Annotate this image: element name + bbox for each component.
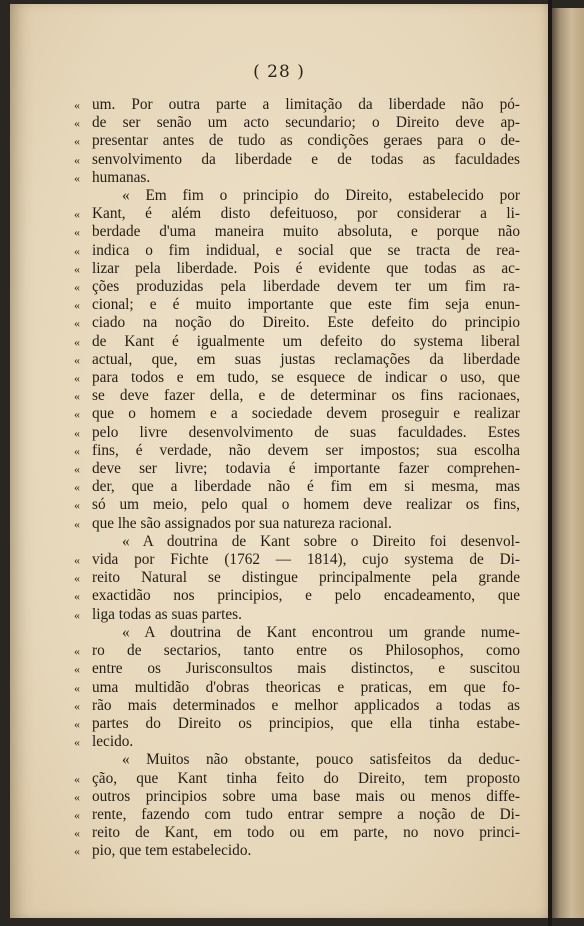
line-text: deve ser livre; todavia é importante fazer comprehen- bbox=[92, 460, 520, 478]
line-text: rente, fazendo com tudo entrar sempre a noção de Di- bbox=[92, 805, 520, 823]
text-line bbox=[74, 478, 520, 496]
quote-mark: « bbox=[74, 389, 80, 404]
line-text: liga todas as suas partes. bbox=[92, 605, 242, 623]
text-line bbox=[74, 369, 520, 387]
quote-mark: « bbox=[74, 698, 80, 713]
text-line bbox=[74, 332, 520, 351]
quote-mark: « bbox=[74, 352, 80, 367]
quote-mark: « bbox=[74, 662, 80, 677]
line-text: se deve fazer della, e de determinar os fins racionaes, bbox=[92, 387, 520, 405]
text-line bbox=[74, 805, 520, 824]
quote-mark: « bbox=[74, 425, 80, 440]
quote-mark: « bbox=[74, 589, 80, 604]
text-line bbox=[74, 423, 520, 442]
body-text bbox=[74, 96, 520, 861]
quote-mark: « bbox=[74, 371, 80, 386]
text-line bbox=[74, 405, 520, 423]
text-line bbox=[74, 460, 520, 478]
line-text: lecido. bbox=[92, 733, 134, 751]
line-text: pio, que tem estabelecido. bbox=[92, 842, 252, 860]
line-text: uma multidão d'obras theoricas e praticas, em que fo- bbox=[92, 678, 520, 696]
quote-mark: « bbox=[74, 170, 80, 185]
text-line bbox=[74, 441, 520, 460]
text-line bbox=[74, 150, 520, 169]
line-text: « Muitos não obstante, pouco satisfeitos da deduc- bbox=[122, 751, 520, 769]
text-line bbox=[74, 842, 520, 860]
line-text: exactidão nos principios, e pelo encadeamento, que bbox=[92, 587, 520, 605]
text-line bbox=[74, 223, 520, 241]
line-text: lizar pela liberdade. Pois é evidente que todas as ac- bbox=[92, 259, 520, 277]
line-text: der, que a liberdade não é fim em si mesma, mas bbox=[92, 478, 520, 496]
line-text: ção, que Kant tinha feito do Direito, tem proposto bbox=[92, 769, 520, 787]
quote-mark: « bbox=[74, 116, 80, 131]
line-text: « A doutrina de Kant encontrou um grande nume- bbox=[122, 623, 520, 641]
text-line bbox=[92, 533, 520, 551]
text-line bbox=[74, 733, 520, 751]
line-text: um. Por outra parte a limitação da liberdade não pó- bbox=[92, 96, 520, 113]
text-line bbox=[74, 496, 520, 514]
text-line bbox=[74, 114, 520, 132]
line-text: « A doutrina de Kant sobre o Direito foi desenvol- bbox=[122, 532, 520, 550]
quote-mark: « bbox=[74, 553, 80, 568]
quote-mark: « bbox=[74, 480, 80, 495]
text-line bbox=[74, 205, 520, 223]
line-text: entre os Jurisconsultos mais distinctos, e suscitou bbox=[92, 660, 520, 678]
line-text: pelo livre desenvolvimento de suas faculdades. Estes bbox=[92, 423, 520, 441]
line-text: indica o fim indidual, e social que se tracta de rea- bbox=[92, 241, 520, 259]
page-number: ( 28 ) bbox=[253, 62, 305, 82]
quote-mark: « bbox=[74, 771, 80, 786]
line-text: reito de Kant, em todo ou em parte, no novo princi- bbox=[92, 824, 520, 842]
quote-mark: « bbox=[74, 462, 80, 477]
quote-mark: « bbox=[74, 680, 80, 695]
text-line bbox=[74, 132, 520, 150]
text-line bbox=[92, 187, 520, 205]
line-text: ro de sectarios, tanto entre os Philosophos, como bbox=[92, 642, 520, 660]
line-text: ções produzidas pela liberdade devem ter um fim ra- bbox=[92, 278, 520, 296]
text-line bbox=[74, 278, 520, 296]
line-text: partes do Direito os principios, que ella tinha estabe- bbox=[92, 714, 520, 732]
quote-mark: « bbox=[74, 644, 80, 659]
quote-mark: « bbox=[74, 826, 80, 841]
quote-mark: « bbox=[74, 516, 80, 531]
line-text: que lhe são assignados por sua natureza racional. bbox=[92, 514, 392, 532]
text-line bbox=[74, 168, 520, 187]
quote-mark: « bbox=[74, 807, 80, 822]
quote-mark: « bbox=[74, 607, 80, 622]
quote-mark: « bbox=[74, 134, 80, 149]
line-text: fins, é verdade, não devem ser impostos; sua escolha bbox=[92, 441, 520, 459]
line-text: de Kant é igualmente um defeito do systema liberal bbox=[92, 332, 520, 350]
text-line bbox=[74, 660, 520, 678]
quote-mark: « bbox=[74, 443, 80, 458]
line-text: só um meio, pelo qual o homem deve realizar os fins, bbox=[92, 496, 520, 514]
quote-mark: « bbox=[74, 334, 80, 349]
quote-mark: « bbox=[74, 571, 80, 586]
text-line bbox=[74, 241, 520, 260]
text-line bbox=[74, 569, 520, 587]
line-text: berdade d'uma maneira muito absoluta, e porque não bbox=[92, 223, 520, 241]
text-line bbox=[74, 514, 520, 533]
line-text: « Em fim o principio do Direito, estabelecido por bbox=[122, 187, 520, 205]
text-line bbox=[74, 551, 520, 569]
text-line bbox=[74, 350, 520, 369]
line-text: reito Natural se distingue principalmente pela grande bbox=[92, 569, 520, 587]
quote-mark: « bbox=[74, 735, 80, 750]
quote-mark: « bbox=[74, 716, 80, 731]
quote-mark: « bbox=[74, 207, 80, 222]
line-text: de ser senão um acto secundario; o Direito deve ap- bbox=[92, 114, 520, 132]
line-text: Kant, é além disto defeituoso, por considerar a li- bbox=[92, 205, 520, 223]
line-text: humanas. bbox=[92, 168, 151, 186]
text-line bbox=[74, 696, 520, 715]
text-line bbox=[92, 751, 520, 769]
adjacent-page-edge bbox=[552, 8, 584, 918]
quote-mark: « bbox=[74, 298, 80, 313]
text-line bbox=[74, 314, 520, 332]
quote-mark: « bbox=[74, 407, 80, 422]
line-text: vida por Fichte (1762 — 1814), cujo systema de Di- bbox=[92, 551, 520, 569]
line-text: para todos e em tudo, se esquece de indicar o uso, que bbox=[92, 369, 520, 387]
quote-mark: « bbox=[74, 280, 80, 295]
line-text: que o homem e a sociedade devem proseguir e realizar bbox=[92, 405, 520, 423]
text-line bbox=[74, 714, 520, 733]
text-line bbox=[74, 787, 520, 806]
line-text: senvolvimento da liberdade e de todas as faculdades bbox=[92, 150, 520, 168]
line-text: rão mais determinados e melhor applicados a todas as bbox=[92, 696, 520, 714]
quote-mark: « bbox=[74, 98, 80, 112]
line-text: cional; e é muito importante que este fim seja enun- bbox=[92, 296, 520, 314]
line-text: presentar antes de tudo as condições geraes para o de- bbox=[92, 132, 520, 150]
text-line bbox=[74, 387, 520, 405]
text-line bbox=[74, 605, 520, 624]
line-text: ciado na noção do Direito. Este defeito do principio bbox=[92, 314, 520, 332]
quote-mark: « bbox=[74, 225, 80, 240]
text-line bbox=[74, 96, 520, 114]
text-line bbox=[74, 642, 520, 660]
text-line bbox=[74, 824, 520, 842]
text-line bbox=[74, 259, 520, 278]
text-line bbox=[74, 678, 520, 697]
quote-mark: « bbox=[74, 789, 80, 804]
text-line bbox=[74, 769, 520, 788]
quote-mark: « bbox=[74, 498, 80, 513]
text-line bbox=[74, 587, 520, 605]
quote-mark: « bbox=[74, 243, 80, 258]
line-text: outros principios sobre uma base mais ou menos diffe- bbox=[92, 787, 520, 805]
text-line bbox=[92, 624, 520, 642]
quote-mark: « bbox=[74, 152, 80, 167]
quote-mark: « bbox=[74, 316, 80, 331]
quote-mark: « bbox=[74, 844, 80, 859]
line-text: actual, que, em suas justas reclamações da liberdade bbox=[92, 350, 520, 368]
text-line bbox=[74, 296, 520, 314]
quote-mark: « bbox=[74, 261, 80, 276]
